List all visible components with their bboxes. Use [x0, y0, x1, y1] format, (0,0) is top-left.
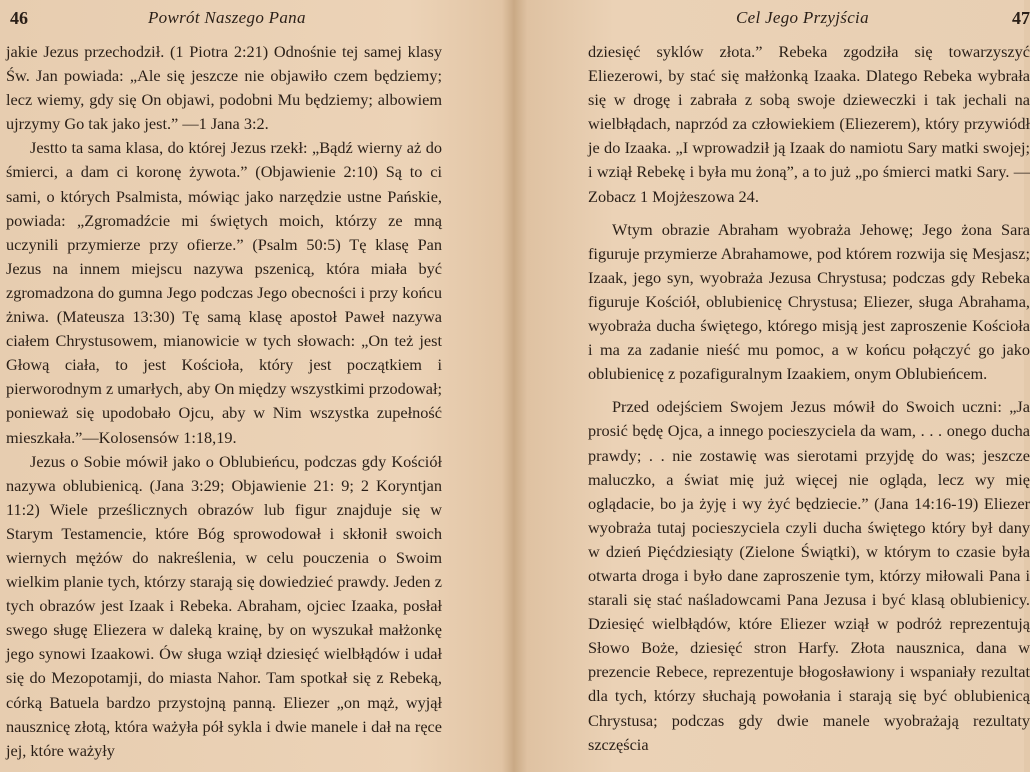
right-page-body — [588, 40, 1030, 757]
right-page-header — [572, 6, 1030, 30]
left-page-body — [6, 40, 442, 763]
left-paragraph-2: Jestto ta sama klasa, do której Jezus rzekł: „Bądź wierny aż do śmierci, a dam ci koronę żywota.” (Objawienie 2:10) Są to ci sami, o których Psalmista, mówiąc jako narzędzie ustne Pańskie, powiada: „Zgromadźcie mi świętych moich, którzy ze mną uczynili przymierze przy ofierze.” (Psalm 50:5) Tę klasę Pan Jezus na innem miejscu nazywa pszenicą, która miała być zgromadzona do gumna Jego podczas Jego obecności i przy końcu żniwa. (Mateusza 13:30) Tę samą klasę apostoł Paweł nazywa ciałem Chrystusowem, mianowicie w tych słowach: „On też jest Głową ciała, to jest Kościoła, który jest początkiem i pierworodnym z umarłych, aby On między wszystkimi przodował; ponieważ się upodobało Ojcu, aby w Nim wszystka zupełność mieszkała.”—Kolosensów 1:18,19. — [6, 138, 442, 447]
right-page-number: 47 — [1012, 8, 1030, 28]
left-paragraph-1: jakie Jezus przechodził. (1 Piotra 2:21) Odnośnie tej samej klasy Św. Jan powiada: „Ale się jeszcze nie objawiło czem będziemy; lecz wiemy, gdy się On objawi, podobni Mu będziemy; albowiem ujrzymy Go tak jako jest.” —1 Jana 3:2. — [6, 42, 442, 134]
right-page — [512, 0, 1030, 772]
right-paragraph-2: Wtym obrazie Abraham wyobraża Jehowę; Jego żona Sara figuruje przymierze Abrahamowe, pod którem rozwija się Mesjasz; Izaak, jego syn, wyobraża Jezusa Chrystusa; podczas gdy Rebeka figuruje Kościół, oblubienicę Chrystusa; Eliezer, sługa Abrahama, wyobraża ducha świętego, którego misją jest zaproszenie Kościoła i ma za zadanie nieść mu pomoc, a w końcu połączyć go jako oblubienicę z pozafiguralnym Izaakiem, onym Oblubieńcem. — [588, 219, 1030, 384]
right-paragraph-1: dziesięć syklów złota.” Rebeka zgodziła się towarzyszyć Eliezerowi, by stać się małżonką Izaaka. Dlatego Rebeka wybrała się w drogę i zabrała z sobą swoje dzieweczki i tak jechali na wielbłądach, naprzód za człowiekiem (Eliezerem), który przywiódł je do Izaaka. „I wprowadził ją Izaak do namiotu Sary matki swojej; i wziął Rebekę i była mu żoną”, a to już „po śmierci matki Sary. —Zobacz 1 Mojżeszowa 24. — [588, 42, 1030, 206]
right-paragraph-3: Przed odejściem Swojem Jezus mówił do Swoich uczni: „Ja prosić będę Ojca, a innego pocieszyciela da wam, . . . onego ducha prawdy; . . nie zostawię was sierotami przyjdę do was; jeszcze maluczko, a świat mię już więcej nie ogląda, lecz wy mię oglądacie, bo ja żyję i wy żyć będziecie.” (Jana 14:16-19) Eliezer wyobraża tutaj pocieszyciela czyli ducha świętego który był dany w dzień Pięćdziesiąty (Zielone Świątki), w którym to czasie była otwarta droga i było dane zaproszenie tym, którzy miłowali Pana i starali się stać naśladowcami Pana Jezusa i być klasą oblubienicy. Dziesięć wielbłądów, które Eliezer wziął w podróż reprezentują Słowo Boże, dziesięć stron Harfy. Złota nausznica, dana w prezencie Rebece, reprezentuje błogosławiony i wspaniały rezultat dla tych, którzy słuchają powołania i starają się być oblubienicą Chrystusa; podczas gdy dwie manele wyobrażają rezultaty szczęścia — [588, 397, 1030, 754]
right-running-title: Cel Jego Przyjścia — [736, 8, 869, 27]
left-page-number: 46 — [10, 8, 28, 28]
left-running-title: Powrót Naszego Pana — [148, 8, 306, 27]
left-page — [0, 0, 512, 772]
left-paragraph-3: Jezus o Sobie mówił jako o Oblubieńcu, podczas gdy Kościół nazywa oblubienicą. (Jana 3:29; Objawienie 21: 9; 2 Koryntjan 11:2) Wiele prześlicznych obrazów lub figur znajduje się w Starym Testamencie, które Bóg sprowodował i skłonił swoich wiernych mężów do nakreślenia, w celu pouczenia o Swoim wielkim planie tych, którzy starają się dowiedzieć prawdy. Jeden z tych obrazów jest Izaak i Rebeka. Abraham, ojciec Izaaka, posłał swego sługę Eliezera w daleką krainę, by on wyszukał małżonkę jego synowi Izaakowi. Ów sługa wziął dziesięć wielbłądów i udał się do Mezopotamji, do miasta Nahor. Tam spotkał się z Rebeką, córką Batuela bardzo przystojną panną. Eliezer „on mąż, wyjął nausznicę złotą, która ważyła pół sykla i dwie manele i dał na ręce jej, które ważyły — [6, 451, 442, 760]
left-page-header — [10, 6, 450, 30]
